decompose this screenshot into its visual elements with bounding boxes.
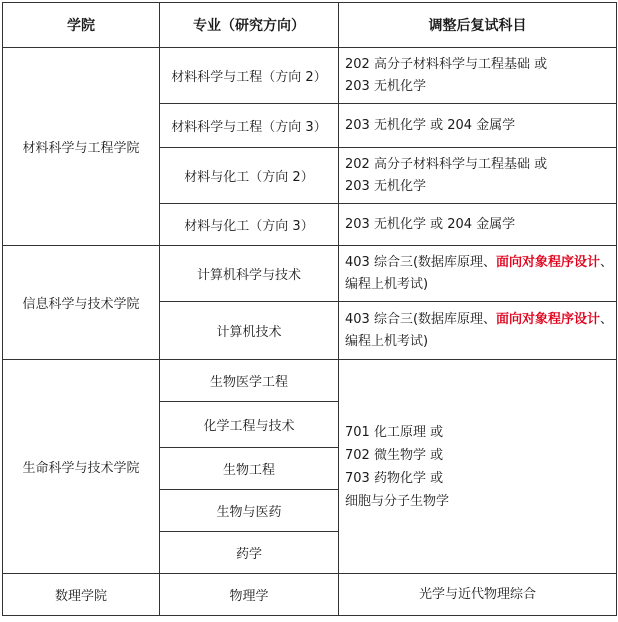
subjects-cell bbox=[339, 360, 617, 574]
subject-text: 403 综合三(数据库原理、 bbox=[345, 311, 497, 327]
college-cell: 材料科学与工程学院 bbox=[3, 48, 160, 246]
college-cell: 信息科学与技术学院 bbox=[3, 246, 160, 360]
subjects-cell: 203 无机化学 或 204 金属学 bbox=[339, 204, 617, 246]
table-row bbox=[3, 48, 617, 104]
major-cell: 计算机科学与技术 bbox=[160, 246, 339, 302]
subjects-cell bbox=[339, 48, 617, 104]
subject-line: 703 药物化学 或 bbox=[345, 470, 444, 486]
subject-line: 203 无机化学 bbox=[345, 178, 426, 194]
table-row bbox=[3, 574, 617, 616]
subject-text: 、 bbox=[600, 311, 614, 327]
major-cell: 生物医学工程 bbox=[160, 360, 339, 402]
highlight-text: 面向对象程序设计 bbox=[496, 254, 601, 270]
subjects-cell bbox=[339, 148, 617, 204]
major-cell: 材料与化工（方向 3） bbox=[160, 204, 339, 246]
header-college: 学院 bbox=[3, 3, 160, 48]
major-cell: 材料科学与工程（方向 2） bbox=[160, 48, 339, 104]
subject-line bbox=[345, 309, 616, 331]
college-cell: 生命科学与技术学院 bbox=[3, 360, 160, 574]
subjects-cell bbox=[339, 302, 617, 360]
subject-line: 203 无机化学 bbox=[345, 78, 426, 94]
major-cell: 材料与化工（方向 2） bbox=[160, 148, 339, 204]
table-row bbox=[3, 246, 617, 302]
header-subjects: 调整后复试科目 bbox=[339, 3, 617, 48]
subjects-cell bbox=[339, 246, 617, 302]
subject-line: 细胞与分子生物学 bbox=[345, 493, 450, 509]
subjects-cell: 光学与近代物理综合 bbox=[339, 574, 617, 616]
college-cell: 数理学院 bbox=[3, 574, 160, 616]
subject-line: 702 微生物学 或 bbox=[345, 447, 444, 463]
subject-text: 403 综合三(数据库原理、 bbox=[345, 254, 497, 270]
table-row bbox=[3, 360, 617, 402]
major-cell: 生物与医药 bbox=[160, 490, 339, 532]
major-cell: 化学工程与技术 bbox=[160, 402, 339, 448]
subject-line: 202 高分子材料科学与工程基础 或 bbox=[345, 56, 548, 72]
subject-line: 202 高分子材料科学与工程基础 或 bbox=[345, 156, 548, 172]
highlight-text: 面向对象程序设计 bbox=[496, 311, 601, 327]
subject-line: 编程上机考试) bbox=[345, 276, 429, 292]
subject-line bbox=[345, 252, 616, 274]
retest-subjects-table bbox=[2, 2, 617, 616]
subject-line: 701 化工原理 或 bbox=[345, 424, 444, 440]
subjects-cell: 203 无机化学 或 204 金属学 bbox=[339, 104, 617, 148]
major-cell: 计算机技术 bbox=[160, 302, 339, 360]
major-cell: 药学 bbox=[160, 532, 339, 574]
major-cell: 物理学 bbox=[160, 574, 339, 616]
major-cell: 生物工程 bbox=[160, 448, 339, 490]
header-row bbox=[3, 3, 617, 48]
subject-line: 编程上机考试) bbox=[345, 333, 429, 349]
subject-text: 、 bbox=[600, 254, 614, 270]
header-major: 专业（研究方向） bbox=[160, 3, 339, 48]
major-cell: 材料科学与工程（方向 3） bbox=[160, 104, 339, 148]
